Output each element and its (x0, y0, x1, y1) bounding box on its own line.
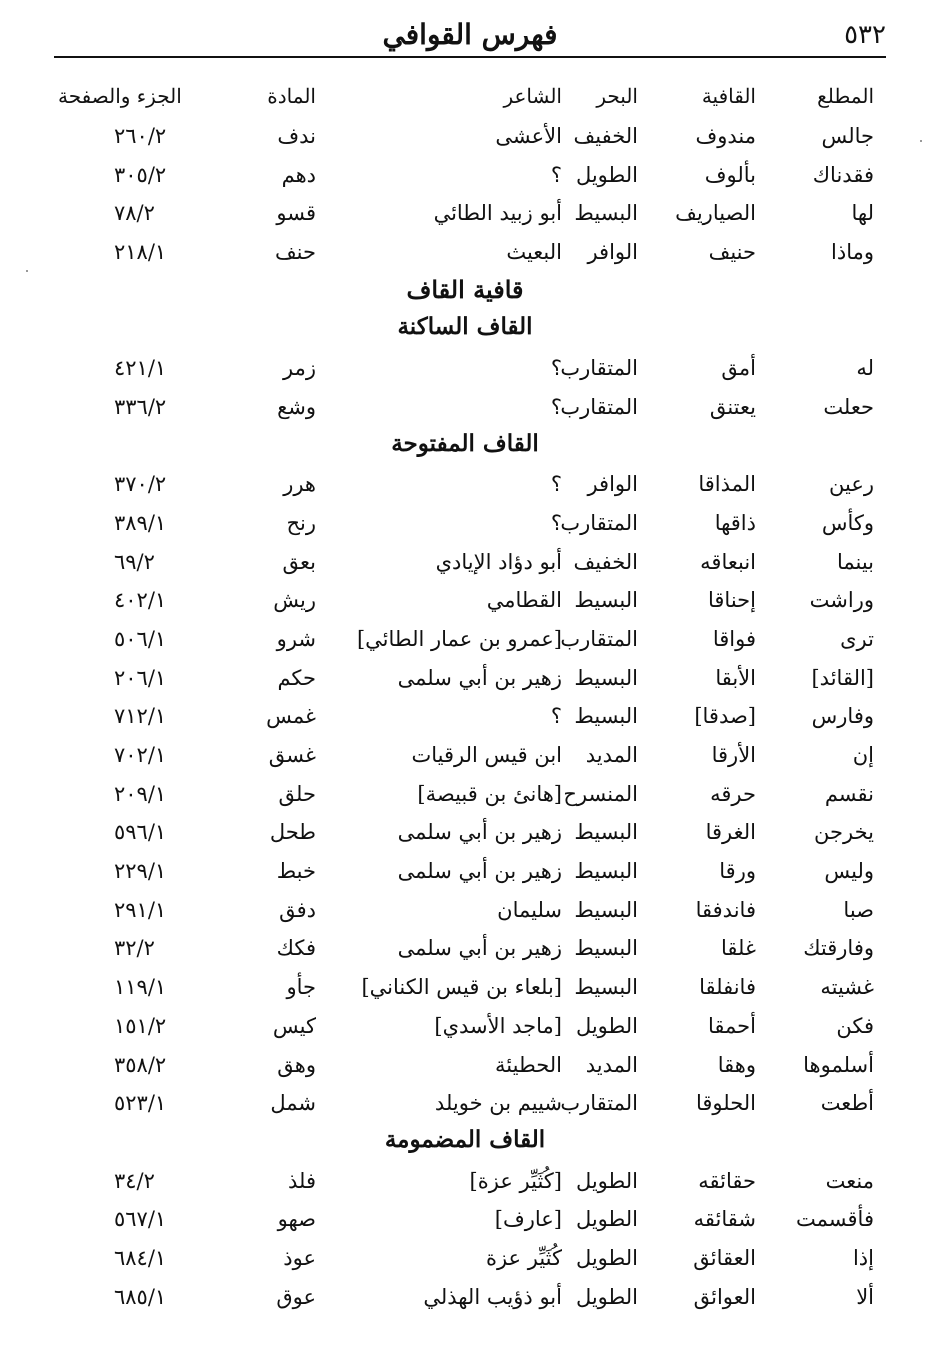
table-row (54, 1279, 876, 1318)
meter-cell: الخفيف (573, 549, 638, 574)
rhyme-cell: العقائق (693, 1245, 756, 1270)
table-row (54, 1201, 876, 1240)
subsection-heading (54, 428, 876, 467)
meter-cell: الطويل (575, 162, 638, 187)
meter-cell: المنسرح (563, 781, 638, 806)
poet-cell: الأعشى (495, 124, 562, 148)
table-row (54, 1047, 876, 1086)
rhyme-cell: المذاقا (698, 472, 756, 497)
table-row (54, 621, 876, 660)
opening-cell: منعت (825, 1168, 874, 1193)
table-row (54, 1163, 876, 1202)
column-header-row (54, 78, 876, 118)
table-row (54, 544, 876, 583)
rhyme-cell: بألوف (704, 162, 756, 187)
volume-page-cell: ٧٠٢/١ (114, 743, 167, 767)
rhyme-cell: الأرقا (711, 743, 756, 767)
column-header-poet: الشاعر (503, 84, 562, 108)
volume-page-cell: ٥٦٧/١ (114, 1207, 167, 1232)
meter-cell: البسيط (574, 859, 638, 884)
rhyme-cell: حقائقه (698, 1168, 756, 1193)
table-row (54, 737, 876, 776)
meter-cell: البسيط (574, 201, 638, 226)
opening-cell: لها (851, 201, 874, 226)
opening-cell: إذا (852, 1245, 874, 1270)
rhyme-cell: الحلوقا (695, 1091, 756, 1116)
opening-cell: وراشت (809, 588, 874, 613)
volume-page-cell: ٤٢١/١ (114, 356, 167, 381)
rhyme-cell: العوائق (693, 1284, 756, 1309)
meter-cell: الطويل (575, 1207, 638, 1232)
opening-cell: صبا (843, 897, 874, 922)
poet-cell: الحطيئة (495, 1052, 562, 1077)
root-cell: عوق (276, 1284, 316, 1309)
opening-cell: أطعت (820, 1091, 874, 1116)
rhyme-cell: الغرقا (705, 820, 756, 845)
poet-cell: [كُثَيِّر عزة] (469, 1168, 562, 1193)
opening-cell: فكن (836, 1013, 874, 1038)
opening-cell: وفارس (811, 704, 874, 729)
table-row (54, 195, 876, 234)
rhyme-cell: مندوف (695, 124, 756, 148)
rhyme-cell: إحناقا (708, 588, 756, 613)
poet-cell: ؟ (550, 162, 562, 187)
table-row (54, 466, 876, 505)
rhyme-cell: أحمقا (708, 1013, 756, 1038)
volume-page-cell: ٣٠٥/٢ (114, 162, 167, 187)
table-row (54, 1008, 876, 1047)
meter-cell: المتقارب (560, 510, 638, 535)
opening-cell: وكأس (821, 510, 874, 535)
root-cell: جأو (286, 975, 316, 1000)
opening-cell: نقسم (824, 781, 874, 806)
rhyme-cell: الأبقا (715, 665, 756, 690)
rhyme-index-table (54, 78, 876, 1317)
opening-cell: بينما (836, 549, 874, 574)
volume-page-cell: ٣٢/٢ (114, 936, 155, 961)
table-row (54, 582, 876, 621)
rhyme-cell: ورقا (719, 859, 756, 884)
opening-cell: وليس (824, 859, 874, 884)
page-number: ٥٣٢ (844, 20, 886, 50)
root-cell: عوذ (283, 1245, 316, 1270)
root-cell: رنح (286, 510, 316, 535)
volume-page-cell: ٥٩٦/١ (114, 820, 167, 845)
root-cell: فلذ (287, 1168, 316, 1193)
heading-text: قافية القاف (406, 274, 524, 304)
subsection-heading (54, 311, 876, 350)
meter-cell: الطويل (575, 1013, 638, 1038)
volume-page-cell: ٦٨٥/١ (114, 1284, 167, 1309)
meter-cell: المتقارب (560, 394, 638, 419)
column-header-volume-page: الجزء والصفحة (58, 84, 182, 108)
rhyme-cell: الصياريف (675, 201, 756, 226)
meter-cell: المتقارب (560, 626, 638, 651)
root-cell: ندف (277, 124, 316, 148)
opening-cell: [القائد] (811, 665, 874, 690)
poet-cell: زهير بن أبي سلمى (397, 820, 562, 845)
volume-page-cell: ٢٦٠/٢ (114, 124, 167, 148)
table-row (54, 930, 876, 969)
meter-cell: الوافر (587, 240, 638, 265)
meter-cell: الطويل (575, 1284, 638, 1309)
root-cell: خبط (276, 859, 316, 884)
table-row (54, 350, 876, 389)
rhyme-cell: حنيف (708, 240, 756, 265)
poet-cell: [عمرو بن عمار الطائي] (356, 626, 562, 651)
rhyme-cell: فاندفقا (695, 897, 756, 922)
table-row (54, 505, 876, 544)
opening-cell: حعلت (823, 394, 874, 419)
poet-cell: [بلعاء بن قيس الكناني] (361, 975, 562, 1000)
opening-cell: إن (852, 743, 874, 767)
root-cell: ريش (273, 588, 316, 613)
volume-page-cell: ٦٩/٢ (114, 549, 155, 574)
table-row (54, 234, 876, 273)
heading-text: القاف المضمومة (384, 1125, 546, 1153)
root-cell: قسو (276, 201, 316, 226)
poet-cell: [عارف] (494, 1207, 562, 1232)
poet-cell: شييم بن خويلد (434, 1091, 562, 1116)
root-cell: حنف (274, 240, 316, 265)
meter-cell: المتقارب (560, 1091, 638, 1116)
volume-page-cell: ٥٢٣/١ (114, 1091, 167, 1116)
table-row (54, 157, 876, 196)
poet-cell: البعيث (506, 240, 562, 265)
poet-cell: زهير بن أبي سلمى (397, 665, 562, 690)
table-row (54, 660, 876, 699)
root-cell: غسق (268, 743, 316, 767)
volume-page-cell: ٣٣٦/٢ (114, 394, 167, 419)
heading-text: القاف الساكنة (397, 313, 533, 341)
column-header-opening: المطلع (817, 84, 874, 108)
table-row (54, 814, 876, 853)
rhyme-cell: وهقا (717, 1052, 756, 1077)
poet-cell: أبو دؤاد الإيادي (435, 549, 562, 574)
root-cell: شمل (270, 1091, 316, 1116)
column-header-rhyme: القافية (701, 84, 756, 108)
opening-cell: له (856, 356, 874, 381)
opening-cell: أسلموها (803, 1052, 874, 1077)
margin-mark (920, 140, 922, 142)
table-row (54, 1085, 876, 1124)
meter-cell: الطويل (575, 1168, 638, 1193)
rhyme-cell: فواقا (712, 626, 756, 651)
meter-cell: البسيط (574, 704, 638, 729)
volume-page-cell: ٢٩١/١ (114, 897, 167, 922)
meter-cell: المديد (585, 743, 638, 767)
table-row (54, 892, 876, 931)
volume-page-cell: ٦٨٤/١ (114, 1245, 167, 1270)
root-cell: حكم (277, 665, 316, 690)
volume-page-cell: ٢٠٦/١ (114, 665, 167, 690)
poet-cell: زهير بن أبي سلمى (397, 936, 562, 961)
volume-page-cell: ٣٤/٢ (114, 1168, 155, 1193)
margin-mark (26, 270, 28, 272)
page-title: فهرس القوافي (382, 18, 558, 51)
volume-page-cell: ٥٠٦/١ (114, 626, 167, 651)
root-cell: طحل (269, 820, 316, 845)
table-row (54, 969, 876, 1008)
poet-cell: [هانئ بن قبيصة] (417, 781, 562, 806)
volume-page-cell: ٢١٨/١ (114, 240, 167, 265)
rhyme-cell: يعتنق (709, 394, 756, 419)
poet-cell: القطامي (486, 588, 562, 613)
root-cell: حلق (278, 781, 316, 806)
root-cell: شرو (276, 626, 316, 651)
table-row (54, 853, 876, 892)
root-cell: كيس (272, 1013, 316, 1038)
root-cell: غمس (266, 704, 316, 729)
poet-cell: ابن قيس الرقيات (411, 743, 562, 767)
rhyme-cell: غلقا (721, 936, 756, 961)
volume-page-cell: ٢٢٩/١ (114, 859, 167, 884)
volume-page-cell: ١١٩/١ (114, 975, 167, 1000)
rhyme-cell: ذاقها (714, 510, 756, 535)
opening-cell: فقدناك (812, 162, 874, 187)
rhyme-cell: انبعاقه (700, 549, 756, 574)
meter-cell: البسيط (574, 665, 638, 690)
table-row (54, 118, 876, 157)
volume-page-cell: ٧٨/٢ (114, 201, 155, 226)
poet-cell: ؟ (550, 704, 562, 729)
table-row (54, 776, 876, 815)
opening-cell: غشيته (820, 975, 874, 1000)
poet-cell: أبو ذؤيب الهذلي (423, 1284, 562, 1309)
table-row (54, 1240, 876, 1279)
poet-cell: ؟ (550, 356, 562, 381)
root-cell: دفق (279, 897, 316, 922)
poet-cell: ؟ (550, 510, 562, 535)
meter-cell: الخفيف (573, 124, 638, 148)
rhyme-cell: حرقه (710, 781, 756, 806)
meter-cell: البسيط (574, 975, 638, 1000)
rhyme-cell: فانفلقا (699, 975, 756, 1000)
meter-cell: البسيط (574, 897, 638, 922)
opening-cell: ترى (840, 626, 874, 651)
root-cell: دهم (281, 162, 316, 187)
root-cell: بعق (282, 549, 316, 574)
volume-page-cell: ٤٠٢/١ (114, 588, 167, 613)
meter-cell: البسيط (574, 588, 638, 613)
root-cell: وهق (277, 1052, 316, 1077)
root-cell: هرر (283, 472, 316, 497)
rhyme-cell: شقائقه (693, 1207, 756, 1232)
rhyme-cell: أمق (721, 356, 756, 381)
poet-cell: ؟ (550, 394, 562, 419)
root-cell: زمر (283, 356, 316, 381)
meter-cell: المديد (585, 1052, 638, 1077)
poet-cell: ؟ (550, 472, 562, 497)
section-heading (54, 273, 876, 312)
poet-cell: سليمان (497, 897, 562, 922)
poet-cell: زهير بن أبي سلمى (397, 859, 562, 884)
volume-page-cell: ٧١٢/١ (114, 704, 167, 729)
subsection-heading (54, 1124, 876, 1163)
table-row (54, 389, 876, 428)
opening-cell: وفارقتك (803, 936, 874, 961)
poet-cell: [ماجد الأسدي] (434, 1013, 562, 1038)
meter-cell: المتقارب (560, 356, 638, 381)
column-header-root: المادة (267, 84, 316, 108)
root-cell: فكك (276, 936, 316, 961)
heading-text: القاف المفتوحة (391, 429, 539, 457)
opening-cell: فأقسمت (796, 1207, 874, 1232)
column-header-meter: البحر (596, 84, 638, 108)
table-row (54, 698, 876, 737)
meter-cell: الطويل (575, 1245, 638, 1270)
rhyme-cell: [صدقا] (694, 704, 756, 729)
poet-cell: أبو زبيد الطائي (433, 201, 562, 226)
opening-cell: جالس (821, 124, 874, 148)
opening-cell: رعين (829, 472, 874, 497)
volume-page-cell: ٢٠٩/١ (114, 781, 167, 806)
root-cell: وشع (277, 394, 316, 419)
volume-page-cell: ٣٨٩/١ (114, 510, 167, 535)
volume-page-cell: ١٥١/٢ (114, 1013, 167, 1038)
opening-cell: وماذا (831, 240, 874, 265)
root-cell: صهو (277, 1207, 316, 1232)
poet-cell: كُثَيِّر عزة (485, 1245, 562, 1270)
meter-cell: البسيط (574, 936, 638, 961)
opening-cell: ألا (856, 1284, 874, 1309)
volume-page-cell: ٣٧٠/٢ (114, 472, 167, 497)
opening-cell: يخرجن (814, 820, 874, 845)
volume-page-cell: ٣٥٨/٢ (114, 1052, 167, 1077)
meter-cell: البسيط (574, 820, 638, 845)
running-head (54, 16, 886, 58)
meter-cell: الوافر (587, 472, 638, 497)
